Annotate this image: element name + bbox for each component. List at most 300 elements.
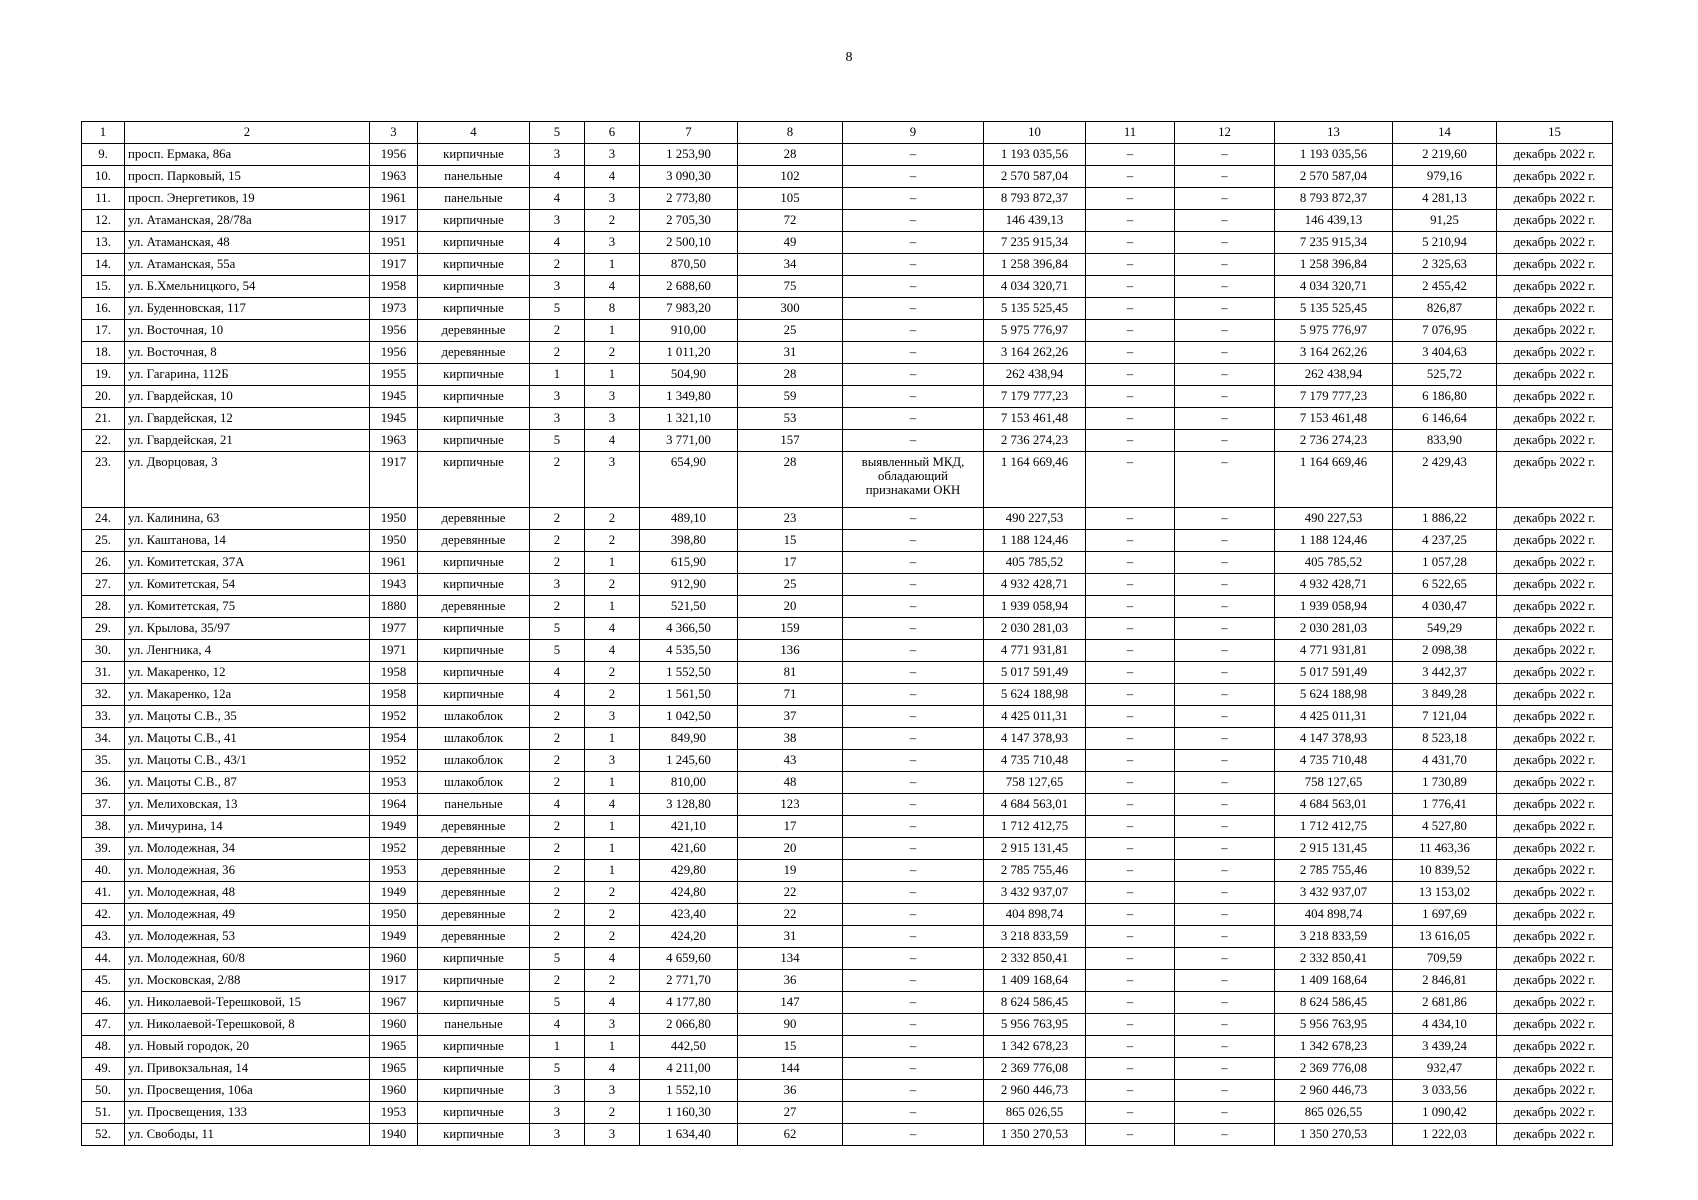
cell-year-built: 1963 bbox=[370, 430, 418, 452]
cell-cost-per-unit: 1 697,69 bbox=[1393, 904, 1497, 926]
cell-wall-material: кирпичные bbox=[418, 574, 530, 596]
cell-cost-total: 262 438,94 bbox=[984, 364, 1086, 386]
cell-cost-col-12: – bbox=[1175, 144, 1275, 166]
cell-cost-total: 4 425 011,31 bbox=[984, 706, 1086, 728]
cell-note: – bbox=[843, 882, 984, 904]
cell-cost-col-12: – bbox=[1175, 232, 1275, 254]
cell-cost-col-12: – bbox=[1175, 640, 1275, 662]
cell-cost-total: 2 369 776,08 bbox=[984, 1058, 1086, 1080]
cell-floors: 5 bbox=[530, 430, 585, 452]
cell-note: – bbox=[843, 144, 984, 166]
cell-cost-total: 7 179 777,23 bbox=[984, 386, 1086, 408]
cell-note: – bbox=[843, 750, 984, 772]
cell-residents: 102 bbox=[738, 166, 843, 188]
column-header: 9 bbox=[843, 122, 984, 144]
cell-wall-material: кирпичные bbox=[418, 684, 530, 706]
cell-wall-material: кирпичные bbox=[418, 970, 530, 992]
cell-area: 2 500,10 bbox=[640, 232, 738, 254]
cell-deadline: декабрь 2022 г. bbox=[1497, 596, 1613, 618]
column-header: 6 bbox=[585, 122, 640, 144]
cell-cost-total: 865 026,55 bbox=[984, 1102, 1086, 1124]
cell-year-built: 1917 bbox=[370, 970, 418, 992]
cell-cost-per-unit: 8 523,18 bbox=[1393, 728, 1497, 750]
cell-entrances: 2 bbox=[585, 342, 640, 364]
cell-deadline: декабрь 2022 г. bbox=[1497, 320, 1613, 342]
cell-address: ул. Калинина, 63 bbox=[125, 508, 370, 530]
cell-note: – bbox=[843, 386, 984, 408]
cell-floors: 2 bbox=[530, 508, 585, 530]
cell-cost-per-unit: 3 439,24 bbox=[1393, 1036, 1497, 1058]
cell-wall-material: кирпичные bbox=[418, 364, 530, 386]
cell-row-number: 42. bbox=[82, 904, 125, 926]
cell-cost-per-unit: 3 849,28 bbox=[1393, 684, 1497, 706]
cell-cost-col-12: – bbox=[1175, 298, 1275, 320]
cell-cost-per-unit: 3 404,63 bbox=[1393, 342, 1497, 364]
table-row bbox=[82, 618, 1613, 640]
cell-entrances: 3 bbox=[585, 750, 640, 772]
cell-deadline: декабрь 2022 г. bbox=[1497, 342, 1613, 364]
cell-area: 4 366,50 bbox=[640, 618, 738, 640]
cell-floors: 4 bbox=[530, 188, 585, 210]
cell-wall-material: кирпичные bbox=[418, 552, 530, 574]
cell-residents: 123 bbox=[738, 794, 843, 816]
cell-area: 1 634,40 bbox=[640, 1124, 738, 1146]
cell-cost-col-11: – bbox=[1086, 772, 1175, 794]
cell-cost-total: 146 439,13 bbox=[984, 210, 1086, 232]
cell-row-number: 40. bbox=[82, 860, 125, 882]
cell-cost-col-12: – bbox=[1175, 1014, 1275, 1036]
cell-year-built: 1955 bbox=[370, 364, 418, 386]
cell-floors: 2 bbox=[530, 882, 585, 904]
cell-cost-col-13: 1 258 396,84 bbox=[1275, 254, 1393, 276]
cell-entrances: 3 bbox=[585, 1080, 640, 1102]
cell-row-number: 12. bbox=[82, 210, 125, 232]
cell-area: 1 011,20 bbox=[640, 342, 738, 364]
cell-cost-col-12: – bbox=[1175, 508, 1275, 530]
cell-cost-col-13: 1 164 669,46 bbox=[1275, 452, 1393, 508]
cell-wall-material: кирпичные bbox=[418, 1036, 530, 1058]
cell-wall-material: кирпичные bbox=[418, 1102, 530, 1124]
cell-cost-total: 1 188 124,46 bbox=[984, 530, 1086, 552]
cell-entrances: 4 bbox=[585, 794, 640, 816]
cell-row-number: 38. bbox=[82, 816, 125, 838]
cell-cost-total: 4 147 378,93 bbox=[984, 728, 1086, 750]
cell-year-built: 1977 bbox=[370, 618, 418, 640]
cell-entrances: 4 bbox=[585, 948, 640, 970]
cell-note: – bbox=[843, 838, 984, 860]
cell-deadline: декабрь 2022 г. bbox=[1497, 1124, 1613, 1146]
cell-note: – bbox=[843, 706, 984, 728]
cell-deadline: декабрь 2022 г. bbox=[1497, 408, 1613, 430]
cell-cost-col-11: – bbox=[1086, 574, 1175, 596]
table-row bbox=[82, 574, 1613, 596]
cell-row-number: 46. bbox=[82, 992, 125, 1014]
cell-cost-per-unit: 1 222,03 bbox=[1393, 1124, 1497, 1146]
cell-area: 1 561,50 bbox=[640, 684, 738, 706]
column-header: 1 bbox=[82, 122, 125, 144]
cell-cost-col-13: 5 624 188,98 bbox=[1275, 684, 1393, 706]
cell-cost-col-11: – bbox=[1086, 276, 1175, 298]
cell-year-built: 1950 bbox=[370, 530, 418, 552]
cell-cost-col-13: 865 026,55 bbox=[1275, 1102, 1393, 1124]
cell-cost-per-unit: 3 033,56 bbox=[1393, 1080, 1497, 1102]
cell-row-number: 41. bbox=[82, 882, 125, 904]
cell-address: ул. Просвещения, 106а bbox=[125, 1080, 370, 1102]
cell-deadline: декабрь 2022 г. bbox=[1497, 948, 1613, 970]
cell-row-number: 52. bbox=[82, 1124, 125, 1146]
cell-entrances: 3 bbox=[585, 188, 640, 210]
cell-row-number: 51. bbox=[82, 1102, 125, 1124]
cell-note: – bbox=[843, 342, 984, 364]
cell-cost-col-11: – bbox=[1086, 144, 1175, 166]
cell-area: 2 705,30 bbox=[640, 210, 738, 232]
table-row bbox=[82, 1102, 1613, 1124]
cell-address: ул. Ленгника, 4 bbox=[125, 640, 370, 662]
cell-area: 1 349,80 bbox=[640, 386, 738, 408]
cell-cost-total: 4 034 320,71 bbox=[984, 276, 1086, 298]
cell-cost-total: 1 939 058,94 bbox=[984, 596, 1086, 618]
cell-cost-total: 2 030 281,03 bbox=[984, 618, 1086, 640]
cell-cost-col-11: – bbox=[1086, 386, 1175, 408]
cell-cost-col-13: 4 147 378,93 bbox=[1275, 728, 1393, 750]
cell-cost-col-12: – bbox=[1175, 706, 1275, 728]
cell-residents: 72 bbox=[738, 210, 843, 232]
cell-wall-material: деревянные bbox=[418, 342, 530, 364]
cell-residents: 71 bbox=[738, 684, 843, 706]
cell-residents: 25 bbox=[738, 574, 843, 596]
cell-area: 1 245,60 bbox=[640, 750, 738, 772]
cell-floors: 1 bbox=[530, 364, 585, 386]
cell-address: ул. Молодежная, 34 bbox=[125, 838, 370, 860]
cell-cost-per-unit: 833,90 bbox=[1393, 430, 1497, 452]
cell-area: 2 771,70 bbox=[640, 970, 738, 992]
cell-address: ул. Мацоты С.В., 35 bbox=[125, 706, 370, 728]
table-row bbox=[82, 816, 1613, 838]
cell-wall-material: кирпичные bbox=[418, 298, 530, 320]
cell-deadline: декабрь 2022 г. bbox=[1497, 926, 1613, 948]
cell-cost-col-11: – bbox=[1086, 342, 1175, 364]
cell-year-built: 1960 bbox=[370, 1080, 418, 1102]
cell-deadline: декабрь 2022 г. bbox=[1497, 144, 1613, 166]
cell-cost-col-12: – bbox=[1175, 662, 1275, 684]
cell-row-number: 20. bbox=[82, 386, 125, 408]
cell-floors: 3 bbox=[530, 1080, 585, 1102]
table-row bbox=[82, 838, 1613, 860]
cell-note: – bbox=[843, 1080, 984, 1102]
cell-row-number: 33. bbox=[82, 706, 125, 728]
cell-cost-col-12: – bbox=[1175, 386, 1275, 408]
cell-cost-total: 4 771 931,81 bbox=[984, 640, 1086, 662]
cell-row-number: 16. bbox=[82, 298, 125, 320]
cell-row-number: 28. bbox=[82, 596, 125, 618]
cell-entrances: 4 bbox=[585, 992, 640, 1014]
table-row bbox=[82, 342, 1613, 364]
cell-deadline: декабрь 2022 г. bbox=[1497, 618, 1613, 640]
table-row bbox=[82, 596, 1613, 618]
cell-wall-material: деревянные bbox=[418, 320, 530, 342]
table-row bbox=[82, 882, 1613, 904]
cell-cost-per-unit: 1 057,28 bbox=[1393, 552, 1497, 574]
cell-wall-material: кирпичные bbox=[418, 1124, 530, 1146]
cell-area: 1 321,10 bbox=[640, 408, 738, 430]
cell-address: ул. Б.Хмельницкого, 54 bbox=[125, 276, 370, 298]
cell-note: – bbox=[843, 166, 984, 188]
cell-residents: 49 bbox=[738, 232, 843, 254]
cell-entrances: 4 bbox=[585, 166, 640, 188]
cell-year-built: 1952 bbox=[370, 750, 418, 772]
cell-cost-col-11: – bbox=[1086, 1102, 1175, 1124]
cell-cost-per-unit: 7 121,04 bbox=[1393, 706, 1497, 728]
cell-cost-col-13: 2 332 850,41 bbox=[1275, 948, 1393, 970]
cell-year-built: 1973 bbox=[370, 298, 418, 320]
cell-cost-col-12: – bbox=[1175, 552, 1275, 574]
cell-cost-total: 404 898,74 bbox=[984, 904, 1086, 926]
table-row bbox=[82, 530, 1613, 552]
cell-cost-col-11: – bbox=[1086, 970, 1175, 992]
cell-residents: 31 bbox=[738, 342, 843, 364]
cell-row-number: 13. bbox=[82, 232, 125, 254]
cell-deadline: декабрь 2022 г. bbox=[1497, 728, 1613, 750]
cell-wall-material: кирпичные bbox=[418, 232, 530, 254]
cell-residents: 105 bbox=[738, 188, 843, 210]
cell-cost-per-unit: 6 186,80 bbox=[1393, 386, 1497, 408]
cell-entrances: 1 bbox=[585, 816, 640, 838]
table-row bbox=[82, 992, 1613, 1014]
cell-address: ул. Новый городок, 20 bbox=[125, 1036, 370, 1058]
cell-row-number: 23. bbox=[82, 452, 125, 508]
cell-note: – bbox=[843, 210, 984, 232]
cell-deadline: декабрь 2022 г. bbox=[1497, 254, 1613, 276]
cell-wall-material: кирпичные bbox=[418, 618, 530, 640]
cell-entrances: 2 bbox=[585, 882, 640, 904]
cell-note: – bbox=[843, 430, 984, 452]
cell-entrances: 2 bbox=[585, 970, 640, 992]
cell-row-number: 17. bbox=[82, 320, 125, 342]
table-row bbox=[82, 1080, 1613, 1102]
table-row bbox=[82, 386, 1613, 408]
cell-address: ул. Молодежная, 36 bbox=[125, 860, 370, 882]
cell-cost-per-unit: 2 681,86 bbox=[1393, 992, 1497, 1014]
column-header: 11 bbox=[1086, 122, 1175, 144]
cell-floors: 4 bbox=[530, 232, 585, 254]
cell-address: ул. Макаренко, 12 bbox=[125, 662, 370, 684]
cell-area: 849,90 bbox=[640, 728, 738, 750]
cell-residents: 134 bbox=[738, 948, 843, 970]
cell-entrances: 4 bbox=[585, 276, 640, 298]
cell-row-number: 24. bbox=[82, 508, 125, 530]
cell-residents: 38 bbox=[738, 728, 843, 750]
cell-wall-material: деревянные bbox=[418, 904, 530, 926]
cell-year-built: 1940 bbox=[370, 1124, 418, 1146]
cell-entrances: 1 bbox=[585, 772, 640, 794]
column-header: 2 bbox=[125, 122, 370, 144]
cell-area: 2 773,80 bbox=[640, 188, 738, 210]
cell-wall-material: кирпичные bbox=[418, 254, 530, 276]
cell-cost-col-11: – bbox=[1086, 1036, 1175, 1058]
cell-residents: 300 bbox=[738, 298, 843, 320]
cell-cost-col-12: – bbox=[1175, 452, 1275, 508]
cell-deadline: декабрь 2022 г. bbox=[1497, 166, 1613, 188]
cell-wall-material: кирпичные bbox=[418, 408, 530, 430]
cell-address: ул. Мацоты С.В., 43/1 bbox=[125, 750, 370, 772]
cell-note: – bbox=[843, 552, 984, 574]
cell-cost-col-13: 4 684 563,01 bbox=[1275, 794, 1393, 816]
cell-residents: 19 bbox=[738, 860, 843, 882]
cell-wall-material: кирпичные bbox=[418, 640, 530, 662]
cell-deadline: декабрь 2022 г. bbox=[1497, 706, 1613, 728]
cell-cost-total: 1 409 168,64 bbox=[984, 970, 1086, 992]
cell-entrances: 3 bbox=[585, 386, 640, 408]
cell-cost-col-12: – bbox=[1175, 1124, 1275, 1146]
cell-area: 504,90 bbox=[640, 364, 738, 386]
cell-cost-total: 1 164 669,46 bbox=[984, 452, 1086, 508]
cell-row-number: 49. bbox=[82, 1058, 125, 1080]
cell-entrances: 4 bbox=[585, 430, 640, 452]
cell-floors: 3 bbox=[530, 144, 585, 166]
cell-address: ул. Буденновская, 117 bbox=[125, 298, 370, 320]
cell-note: – bbox=[843, 860, 984, 882]
cell-address: ул. Молодежная, 60/8 bbox=[125, 948, 370, 970]
cell-year-built: 1956 bbox=[370, 144, 418, 166]
cell-residents: 90 bbox=[738, 1014, 843, 1036]
cell-year-built: 1952 bbox=[370, 838, 418, 860]
cell-residents: 159 bbox=[738, 618, 843, 640]
cell-row-number: 14. bbox=[82, 254, 125, 276]
cell-row-number: 27. bbox=[82, 574, 125, 596]
cell-wall-material: панельные bbox=[418, 794, 530, 816]
cell-year-built: 1917 bbox=[370, 452, 418, 508]
cell-wall-material: кирпичные bbox=[418, 1058, 530, 1080]
cell-wall-material: кирпичные bbox=[418, 948, 530, 970]
cell-year-built: 1964 bbox=[370, 794, 418, 816]
cell-row-number: 39. bbox=[82, 838, 125, 860]
cell-cost-col-12: – bbox=[1175, 1036, 1275, 1058]
cell-residents: 22 bbox=[738, 904, 843, 926]
cell-area: 7 983,20 bbox=[640, 298, 738, 320]
column-header: 4 bbox=[418, 122, 530, 144]
cell-cost-per-unit: 525,72 bbox=[1393, 364, 1497, 386]
cell-floors: 3 bbox=[530, 210, 585, 232]
cell-residents: 23 bbox=[738, 508, 843, 530]
table-row bbox=[82, 750, 1613, 772]
cell-cost-col-11: – bbox=[1086, 618, 1175, 640]
cell-wall-material: шлакоблок bbox=[418, 706, 530, 728]
table-row bbox=[82, 1036, 1613, 1058]
cell-year-built: 1958 bbox=[370, 662, 418, 684]
cell-year-built: 1952 bbox=[370, 706, 418, 728]
cell-note: – bbox=[843, 816, 984, 838]
cell-wall-material: панельные bbox=[418, 166, 530, 188]
cell-floors: 5 bbox=[530, 948, 585, 970]
cell-cost-col-11: – bbox=[1086, 232, 1175, 254]
cell-cost-total: 2 570 587,04 bbox=[984, 166, 1086, 188]
cell-cost-col-11: – bbox=[1086, 640, 1175, 662]
cell-year-built: 1949 bbox=[370, 926, 418, 948]
cell-cost-col-11: – bbox=[1086, 992, 1175, 1014]
cell-cost-per-unit: 3 442,37 bbox=[1393, 662, 1497, 684]
cell-wall-material: кирпичные bbox=[418, 1080, 530, 1102]
column-header: 15 bbox=[1497, 122, 1613, 144]
cell-cost-total: 3 218 833,59 bbox=[984, 926, 1086, 948]
cell-cost-col-13: 1 350 270,53 bbox=[1275, 1124, 1393, 1146]
cell-row-number: 19. bbox=[82, 364, 125, 386]
cell-deadline: декабрь 2022 г. bbox=[1497, 1080, 1613, 1102]
cell-cost-total: 2 736 274,23 bbox=[984, 430, 1086, 452]
cell-address: просп. Парковый, 15 bbox=[125, 166, 370, 188]
table-row bbox=[82, 320, 1613, 342]
cell-year-built: 1961 bbox=[370, 552, 418, 574]
cell-note: выявленный МКД, обладающий признаками ОКН bbox=[843, 452, 984, 508]
cell-cost-total: 2 332 850,41 bbox=[984, 948, 1086, 970]
cell-residents: 28 bbox=[738, 452, 843, 508]
cell-residents: 28 bbox=[738, 144, 843, 166]
cell-address: ул. Макаренко, 12а bbox=[125, 684, 370, 706]
cell-area: 1 552,10 bbox=[640, 1080, 738, 1102]
cell-floors: 2 bbox=[530, 320, 585, 342]
cell-year-built: 1953 bbox=[370, 772, 418, 794]
cell-residents: 81 bbox=[738, 662, 843, 684]
cell-residents: 31 bbox=[738, 926, 843, 948]
table-row bbox=[82, 860, 1613, 882]
cell-cost-col-11: – bbox=[1086, 684, 1175, 706]
cell-entrances: 4 bbox=[585, 1058, 640, 1080]
cell-year-built: 1945 bbox=[370, 408, 418, 430]
cell-deadline: декабрь 2022 г. bbox=[1497, 772, 1613, 794]
table-row bbox=[82, 166, 1613, 188]
cell-year-built: 1958 bbox=[370, 276, 418, 298]
cell-cost-total: 1 712 412,75 bbox=[984, 816, 1086, 838]
cell-cost-per-unit: 4 281,13 bbox=[1393, 188, 1497, 210]
cell-cost-col-13: 758 127,65 bbox=[1275, 772, 1393, 794]
cell-residents: 27 bbox=[738, 1102, 843, 1124]
cell-residents: 75 bbox=[738, 276, 843, 298]
cell-cost-col-11: – bbox=[1086, 948, 1175, 970]
cell-deadline: декабрь 2022 г. bbox=[1497, 276, 1613, 298]
table-row bbox=[82, 452, 1613, 508]
cell-cost-col-13: 2 915 131,45 bbox=[1275, 838, 1393, 860]
cell-cost-col-12: – bbox=[1175, 816, 1275, 838]
cell-cost-col-13: 2 736 274,23 bbox=[1275, 430, 1393, 452]
cell-residents: 147 bbox=[738, 992, 843, 1014]
cell-deadline: декабрь 2022 г. bbox=[1497, 992, 1613, 1014]
cell-wall-material: кирпичные bbox=[418, 992, 530, 1014]
cell-year-built: 1950 bbox=[370, 508, 418, 530]
table-row bbox=[82, 772, 1613, 794]
cell-note: – bbox=[843, 640, 984, 662]
cell-deadline: декабрь 2022 г. bbox=[1497, 188, 1613, 210]
cell-floors: 3 bbox=[530, 408, 585, 430]
column-header: 14 bbox=[1393, 122, 1497, 144]
cell-row-number: 30. bbox=[82, 640, 125, 662]
cell-cost-col-12: – bbox=[1175, 210, 1275, 232]
cell-wall-material: шлакоблок bbox=[418, 728, 530, 750]
cell-floors: 4 bbox=[530, 166, 585, 188]
cell-area: 3 128,80 bbox=[640, 794, 738, 816]
cell-floors: 5 bbox=[530, 992, 585, 1014]
cell-cost-total: 7 153 461,48 bbox=[984, 408, 1086, 430]
cell-deadline: декабрь 2022 г. bbox=[1497, 882, 1613, 904]
cell-entrances: 8 bbox=[585, 298, 640, 320]
cell-row-number: 25. bbox=[82, 530, 125, 552]
cell-entrances: 2 bbox=[585, 662, 640, 684]
cell-residents: 48 bbox=[738, 772, 843, 794]
cell-address: ул. Гвардейская, 12 bbox=[125, 408, 370, 430]
cell-cost-col-13: 1 193 035,56 bbox=[1275, 144, 1393, 166]
cell-address: ул. Молодежная, 48 bbox=[125, 882, 370, 904]
cell-entrances: 2 bbox=[585, 210, 640, 232]
cell-note: – bbox=[843, 948, 984, 970]
cell-cost-col-11: – bbox=[1086, 882, 1175, 904]
